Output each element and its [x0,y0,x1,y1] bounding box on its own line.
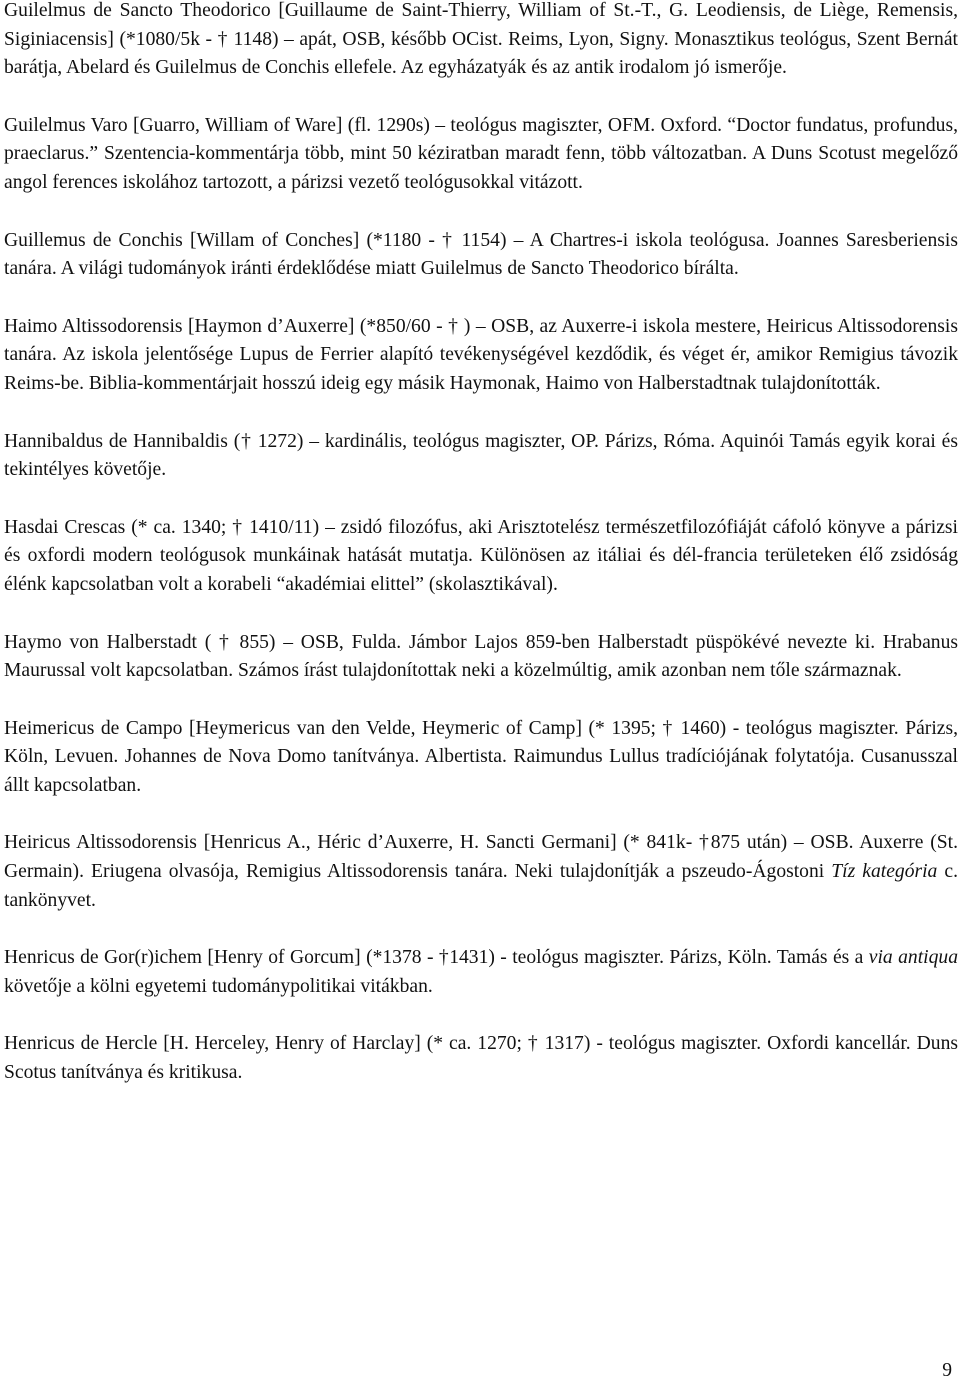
document-body [4,0,958,1117]
entry-text: Hannibaldus de Hannibaldis († 1272) – kardinális, teológus magiszter, OP. Párizs, Róma. Aquinói Tamás egyik korai és tekintélyes követője. [4,430,958,481]
glossary-entry-haimo-altissodorensis [4,313,958,399]
entry-text: Guilelmus Varo [Guarro, William of Ware] (fl. 1290s) – teológus magiszter, OFM. Oxford. “Doctor fundatus, profundus, praeclarus.” Szentencia-kommentárja több, mint 50 kéziratban maradt fenn, több változatban. A Duns Scotust megelőző angol ferences iskolához tartozott, a párizsi vezető teológusokkal vitázott. [4,114,958,193]
glossary-entry-hasdai-crescas [4,514,958,600]
entry-text: Haymo von Halberstadt ( † 855) – OSB, Fulda. Jámbor Lajos 859-ben Halberstadt püspökévé nevezte ki. Hrabanus Maurussal volt kapcsolatban. Számos írást tulajdonítottak neki a közelmúltig, amik azonban nem tőle származnak. [4,631,958,682]
page-number: 9 [942,1360,952,1381]
entry-text: Guilelmus de Sancto Theodorico [Guillaume de Saint-Thierry, William of St.-T., G. Leodiensis, de Liège, Remensis, Siginiacensis] (*1080/5k - † 1148) – apát, OSB, később OCist. Reims, Lyon, Signy. Monasztikus teológus, Szent Bernát barátja, Abelard és Guilelmus de Conchis ellefele. Az egyházatyák és az antik irodalom jó ismerője. [4,0,958,79]
entry-text: Henricus de Gor(r)ichem [Henry of Gorcum] (*1378 - †1431) - teológus magiszter. Párizs, Köln. Tamás és a [4,947,869,969]
glossary-entry-heimericus-de-campo [4,715,958,801]
entry-text: Henricus de Hercle [H. Herceley, Henry of Harclay] (* ca. 1270; † 1317) - teológus magiszter. Oxfordi kancellár. Duns Scotus tanítványa és kritikusa. [4,1033,958,1084]
italic-title-text: Tíz kategória [831,861,938,883]
glossary-entry-heiricus-altissodorensis [4,829,958,915]
entry-text: Heiricus Altissodorensis [Henricus A., Héric d’Auxerre, H. Sancti Germani] (* 841k- †875 után) – OSB. Auxerre (St. Germain). Eriugena olvasója, Remigius Altissodorensis tanára. Neki tulajdonítják a pszeudo-Ágostoni [4,832,958,883]
glossary-entry-guilelmus-varo [4,112,958,198]
glossary-entry-haymo-von-halberstadt [4,629,958,686]
entry-text: követője a kölni egyetemi tudománypolitikai vitákban. [4,975,433,997]
glossary-entry-henricus-de-gorichem [4,944,958,1001]
italic-title-text: via antiqua [868,947,958,969]
entry-text: Guillemus de Conchis [Willam of Conches] (*1180 - † 1154) – A Chartres-i iskola teológusa. Joannes Saresberiensis tanára. A világi tudományok iránti érdeklődése miatt Guilelmus de Sancto Theodorico bírálta. [4,229,958,280]
glossary-entry-guillemus-de-conchis [4,227,958,284]
glossary-entry-guilelmus-de-sancto-theodorico [4,0,958,83]
entry-text: Heimericus de Campo [Heymericus van den Velde, Heymeric of Camp] (* 1395; † 1460) - teológus magiszter. Párizs, Köln, Levuen. Johannes de Nova Domo tanítványa. Albertista. Raimundus Lullus tradíciójának folytatója. Cusanusszal állt kapcsolatban. [4,717,958,796]
entry-text: Hasdai Crescas (* ca. 1340; † 1410/11) – zsidó filozófus, aki Arisztotelész természetfilozófiáját cáfoló könyve a párizsi és oxfordi modern teológusok munkáinak hatását mutatja. Különösen az itáliai és dél-francia területeken élő zsidóság élénk kapcsolatban volt a korabeli “akadémiai elittel” (skolasztikával). [4,516,958,595]
glossary-entry-henricus-de-hercle [4,1030,958,1087]
glossary-entry-hannibaldus-de-hannibaldis [4,428,958,485]
entry-text: Haimo Altissodorensis [Haymon d’Auxerre] (*850/60 - † ) – OSB, az Auxerre-i iskola mestere, Heiricus Altissodorensis tanára. Az iskola jelentősége Lupus de Ferrier alapító tevékenységével kezdődik, és véget ér, amikor Remigius távozik Reims-be. Biblia-kommentárjait hosszú ideig egy másik Haymonak, Haimo von Halberstadtnak tulajdonították. [4,315,958,394]
entry-text: c. tankönyvet. [4,861,958,911]
